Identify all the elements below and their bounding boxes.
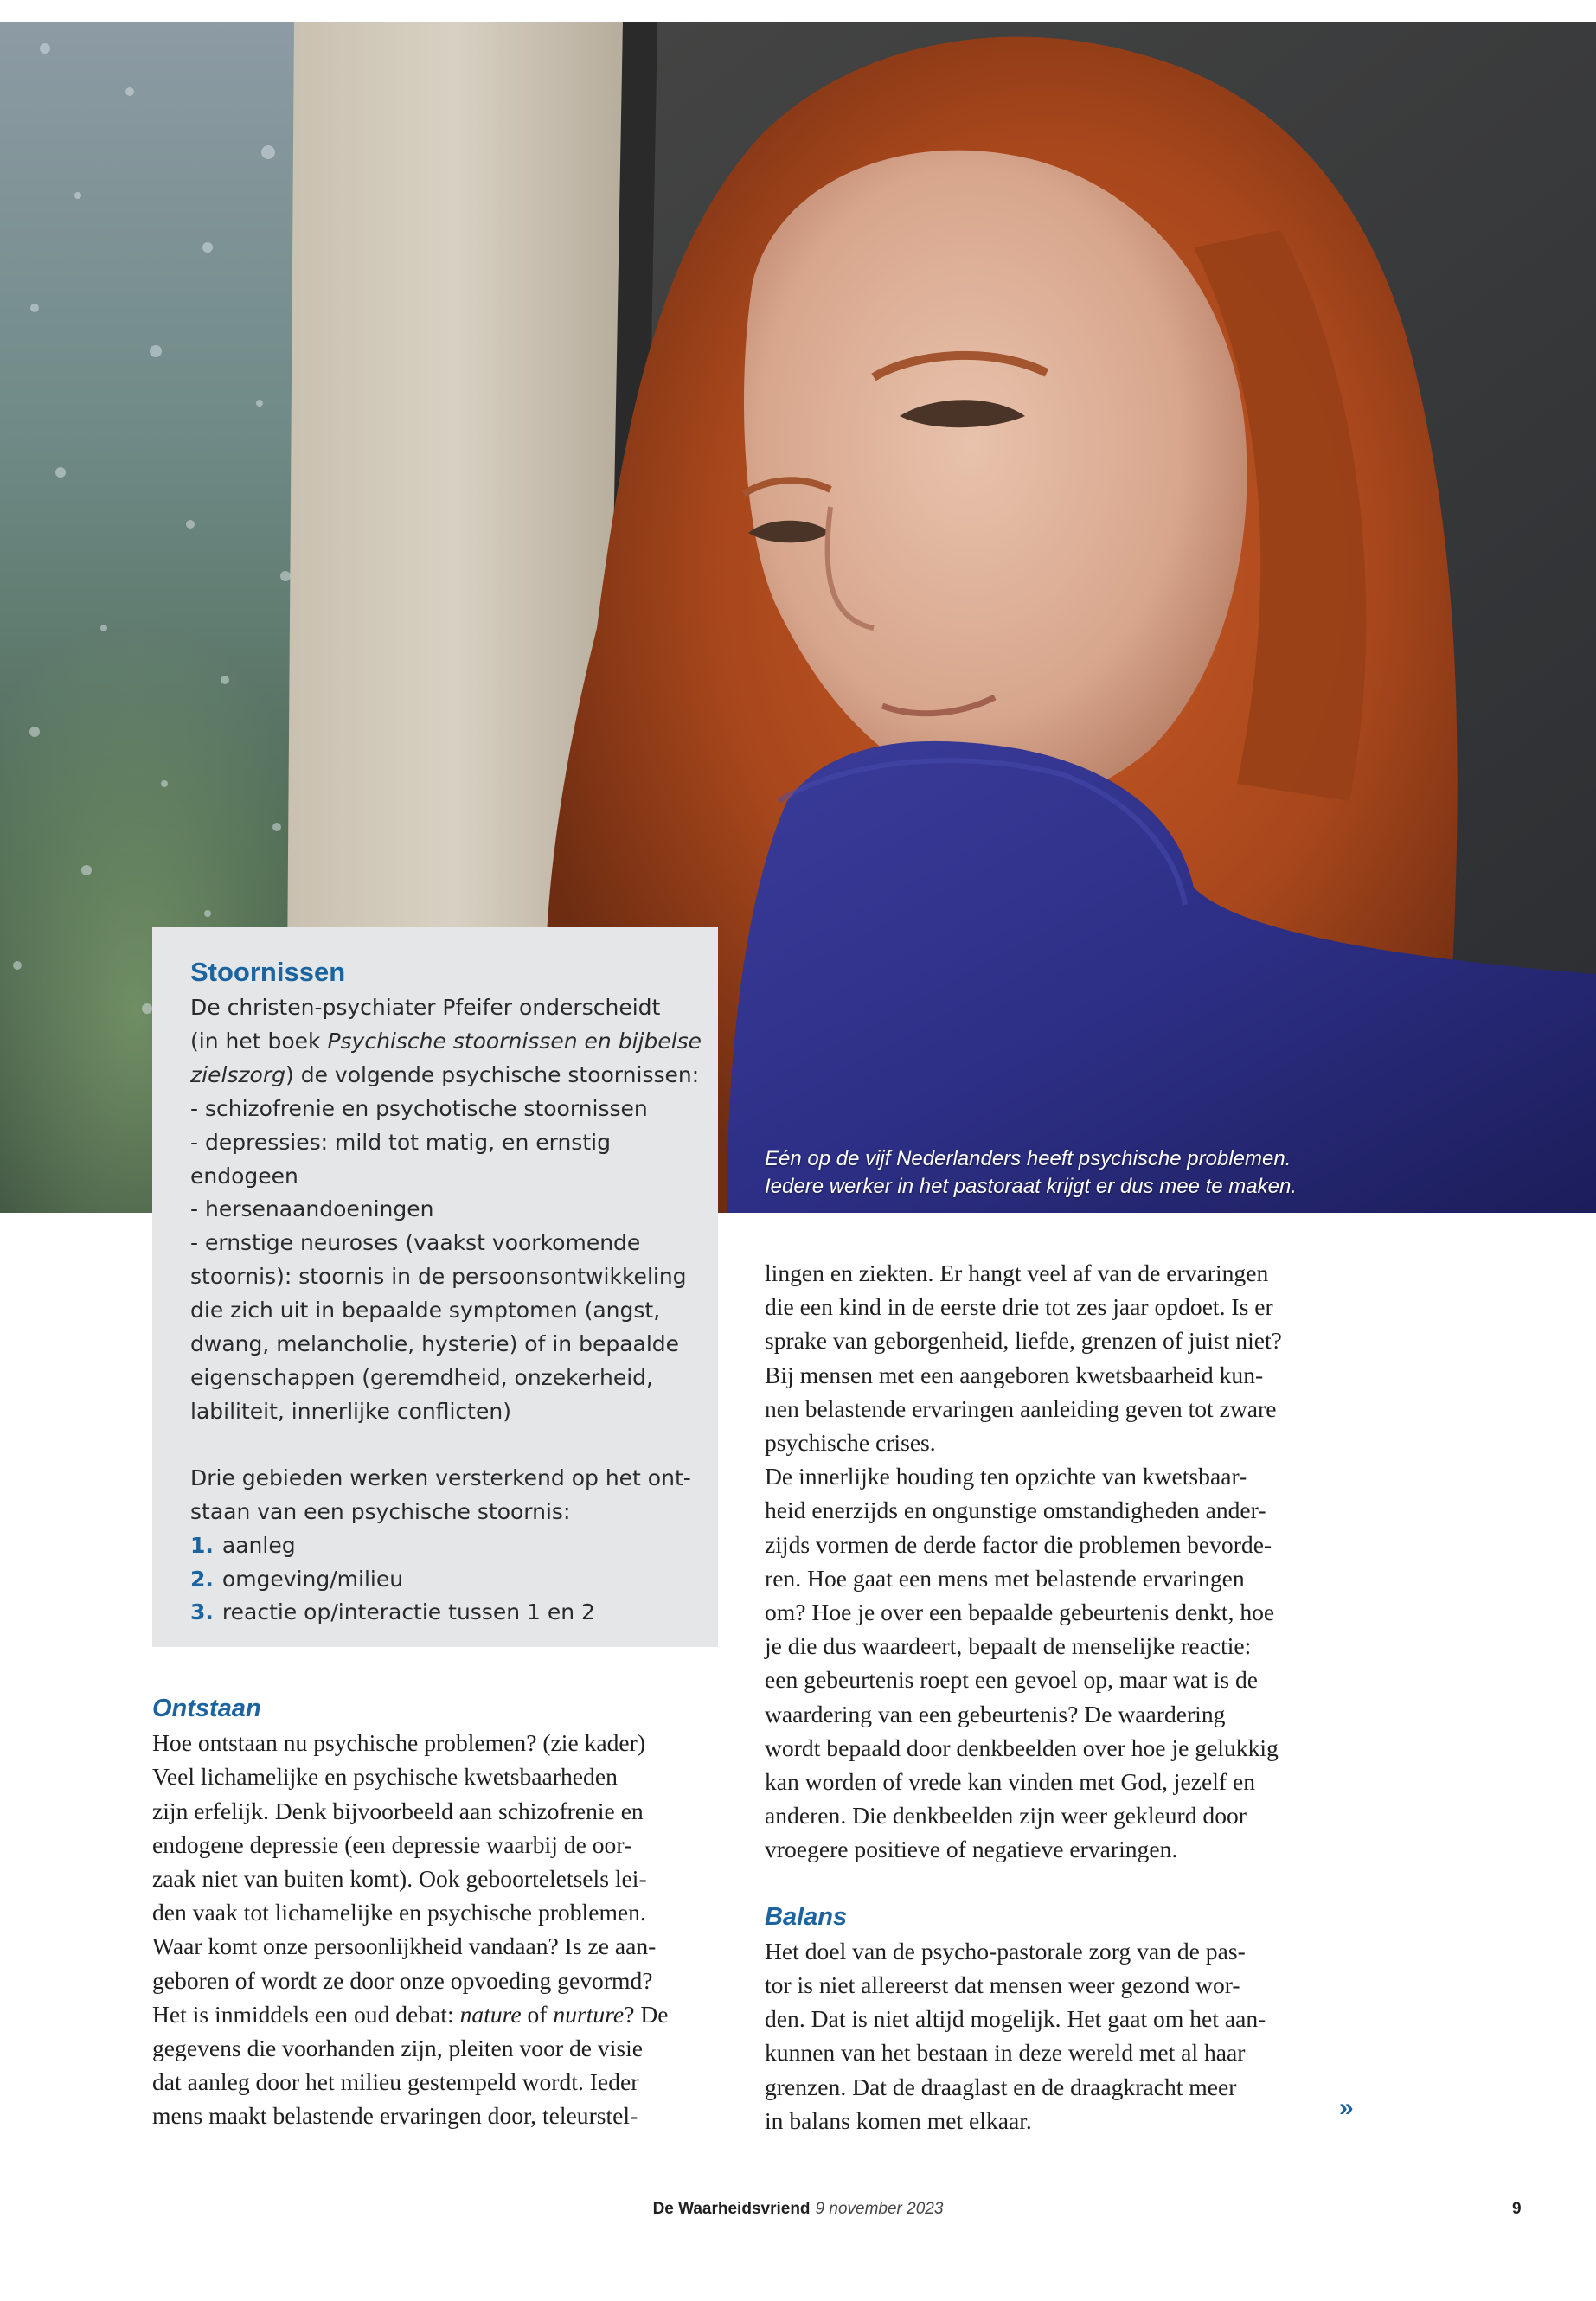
list-number: 3. — [190, 1599, 214, 1625]
caption-line: Eén op de vijf Nederlanders heeft psychische problemen. — [765, 1147, 1292, 1170]
body-line: Hoe ontstaan nu psychische problemen? (zie kader) — [152, 1729, 646, 1757]
body-line: dat aanleg door het milieu gestempeld wordt. Ieder — [152, 2068, 639, 2096]
body-line — [152, 1997, 723, 2031]
body-line: den. Dat is niet altijd mogelijk. Het gaat om het aan- — [765, 2005, 1266, 2033]
box-line: eigenschappen (geremdheid, onzekerheid, — [190, 1364, 653, 1390]
body-text: of — [521, 2000, 554, 2028]
box-line: die zich uit in bepaalde symptomen (angst, — [190, 1298, 661, 1324]
box-line: staan van een psychische stoornis: — [190, 1498, 571, 1524]
box-text: ) de volgende psychische stoornissen: — [285, 1061, 700, 1087]
box-line: - hersenaandoeningen — [190, 1196, 434, 1222]
list-text: omgeving/milieu — [221, 1566, 404, 1592]
body-line: Veel lichamelijke en psychische kwetsbaarheden — [152, 1763, 618, 1791]
body-line: endogene depressie (een depressie waarbij de oor- — [152, 1830, 632, 1858]
box-line: - schizofrenie en psychotische stoornissen — [190, 1095, 648, 1121]
body-line: je die dus waardeert, bepaalt de menselijke reactie: — [765, 1632, 1252, 1660]
body-line: gegevens die voorhanden zijn, pleiten voor de visie — [152, 2035, 644, 2062]
box-line: - ernstige neuroses (vaakst voorkomende — [190, 1230, 641, 1256]
body-line: anderen. Die denkbeelden zijn weer gekleurd door — [765, 1802, 1247, 1830]
term-nurture: nurture — [553, 2000, 625, 2028]
box-line: - depressies: mild tot matig, en ernstig — [190, 1129, 611, 1155]
right-column — [765, 1256, 1336, 2138]
list-text: aanleg — [221, 1532, 296, 1558]
photo-caption — [765, 1145, 1561, 1201]
book-title: zielszorg — [190, 1061, 285, 1087]
list-item — [190, 1529, 680, 1563]
body-line: een gebeurtenis roept een gevoel op, maar wat is de — [765, 1666, 1259, 1694]
list-item — [190, 1563, 680, 1597]
body-line: sprake van geborgenheid, liefde, grenzen of juist niet? — [765, 1327, 1282, 1355]
body-line: kan worden of vrede kan vinden met God, jezelf en — [765, 1768, 1255, 1796]
book-title: Psychische stoornissen en bijbelse — [327, 1028, 702, 1054]
box-title: Stoornissen — [190, 957, 346, 987]
body-line: De innerlijke houding ten opzichte van kwetsbaar- — [765, 1463, 1247, 1490]
body-line: om? Hoe je over een bepaalde gebeurtenis denkt, hoe — [765, 1599, 1275, 1626]
left-column — [152, 1692, 723, 2133]
body-text: ? De — [624, 2000, 669, 2028]
body-line: waardering van een gebeurtenis? De waardering — [765, 1700, 1226, 1727]
stoornissen-box — [152, 927, 718, 1647]
body-line: vroegere positieve of negatieve ervaringen. — [765, 1836, 1178, 1863]
term-nature: nature — [459, 2000, 522, 2028]
body-line: psychische crises. — [765, 1429, 936, 1457]
body-line: Het doel van de psycho-pastorale zorg van de pas- — [765, 1937, 1246, 1965]
caption-line: Iedere werker in het pastoraat krijgt er dus mee te maken. — [765, 1175, 1297, 1198]
body-line: Bij mensen met een aangeboren kwetsbaarheid kun- — [765, 1361, 1264, 1388]
box-line: dwang, melancholie, hysterie) of in bepaalde — [190, 1331, 680, 1357]
list-item — [190, 1596, 680, 1630]
paragraph-spacer — [765, 1867, 1336, 1900]
body-line: in balans komen met elkaar. — [765, 2106, 1032, 2134]
body-line: zaak niet van buiten komt). Ook geboorteletsels lei- — [152, 1865, 647, 1893]
box-line: De christen-psychiater Pfeifer onderscheidt — [190, 995, 661, 1020]
box-line: stoornis): stoornis in de persoonsontwikkeling — [190, 1264, 687, 1290]
body-line: geboren of wordt ze door onze opvoeding gevormd? — [152, 1966, 653, 1994]
continue-arrow-icon: » — [1339, 2093, 1354, 2122]
body-line: ren. Hoe gaat een mens met belastende ervaringen — [765, 1564, 1245, 1592]
body-line: heid enerzijds en ongunstige omstandigheden ander- — [765, 1497, 1266, 1524]
publication-date: 9 november 2023 — [815, 2200, 944, 2218]
body-line: mens maakt belastende ervaringen door, teleurstel- — [152, 2102, 638, 2130]
section-heading-ontstaan: Ontstaan — [152, 1695, 261, 1722]
page-footer — [0, 2200, 1596, 2229]
body-line: den vaak tot lichamelijke en psychische problemen. — [152, 1899, 646, 1926]
box-line — [190, 1025, 702, 1059]
list-number: 1. — [190, 1532, 214, 1558]
footer-publication-line — [0, 2200, 1596, 2219]
body-line: wordt bepaald door denkbeelden over hoe je gelukkig — [765, 1734, 1279, 1761]
section-heading-balans: Balans — [765, 1902, 848, 1931]
body-line: zijn erfelijk. Denk bijvoorbeeld aan schizofrenie en — [152, 1797, 644, 1824]
list-text: reactie op/interactie tussen 1 en 2 — [221, 1599, 595, 1625]
list-number: 2. — [190, 1566, 214, 1592]
body-line: nen belastende ervaringen aanleiding geven tot zware — [765, 1394, 1277, 1422]
body-line: kunnen van het bestaan in deze wereld met al haar — [765, 2039, 1246, 2067]
body-line: tor is niet allereerst dat mensen weer gezond wor- — [765, 1971, 1240, 1999]
box-line: labiliteit, innerlijke conflicten) — [190, 1398, 511, 1424]
body-line: zijds vormen de derde factor die problemen bevorde- — [765, 1530, 1272, 1558]
body-line: lingen en ziekten. Er hangt veel af van de ervaringen — [765, 1259, 1269, 1286]
box-spacer — [190, 1429, 680, 1462]
body-line: die een kind in de eerste drie tot zes jaar opdoet. Is er — [765, 1293, 1273, 1321]
body-line: Waar komt onze persoonlijkheid vandaan? Is ze aan- — [152, 1932, 657, 1960]
box-line — [190, 1059, 700, 1093]
publication-name: De Waarheidsvriend — [652, 2200, 811, 2218]
box-text: (in het boek — [190, 1028, 328, 1054]
body-text: Het is inmiddels een oud debat: — [152, 2000, 460, 2028]
page-number: 9 — [1512, 2200, 1522, 2218]
box-line: Drie gebieden werken versterkend op het ont- — [190, 1465, 691, 1490]
box-line: endogeen — [190, 1163, 298, 1189]
body-line: grenzen. Dat de draaglast en de draagkracht meer — [765, 2073, 1237, 2100]
